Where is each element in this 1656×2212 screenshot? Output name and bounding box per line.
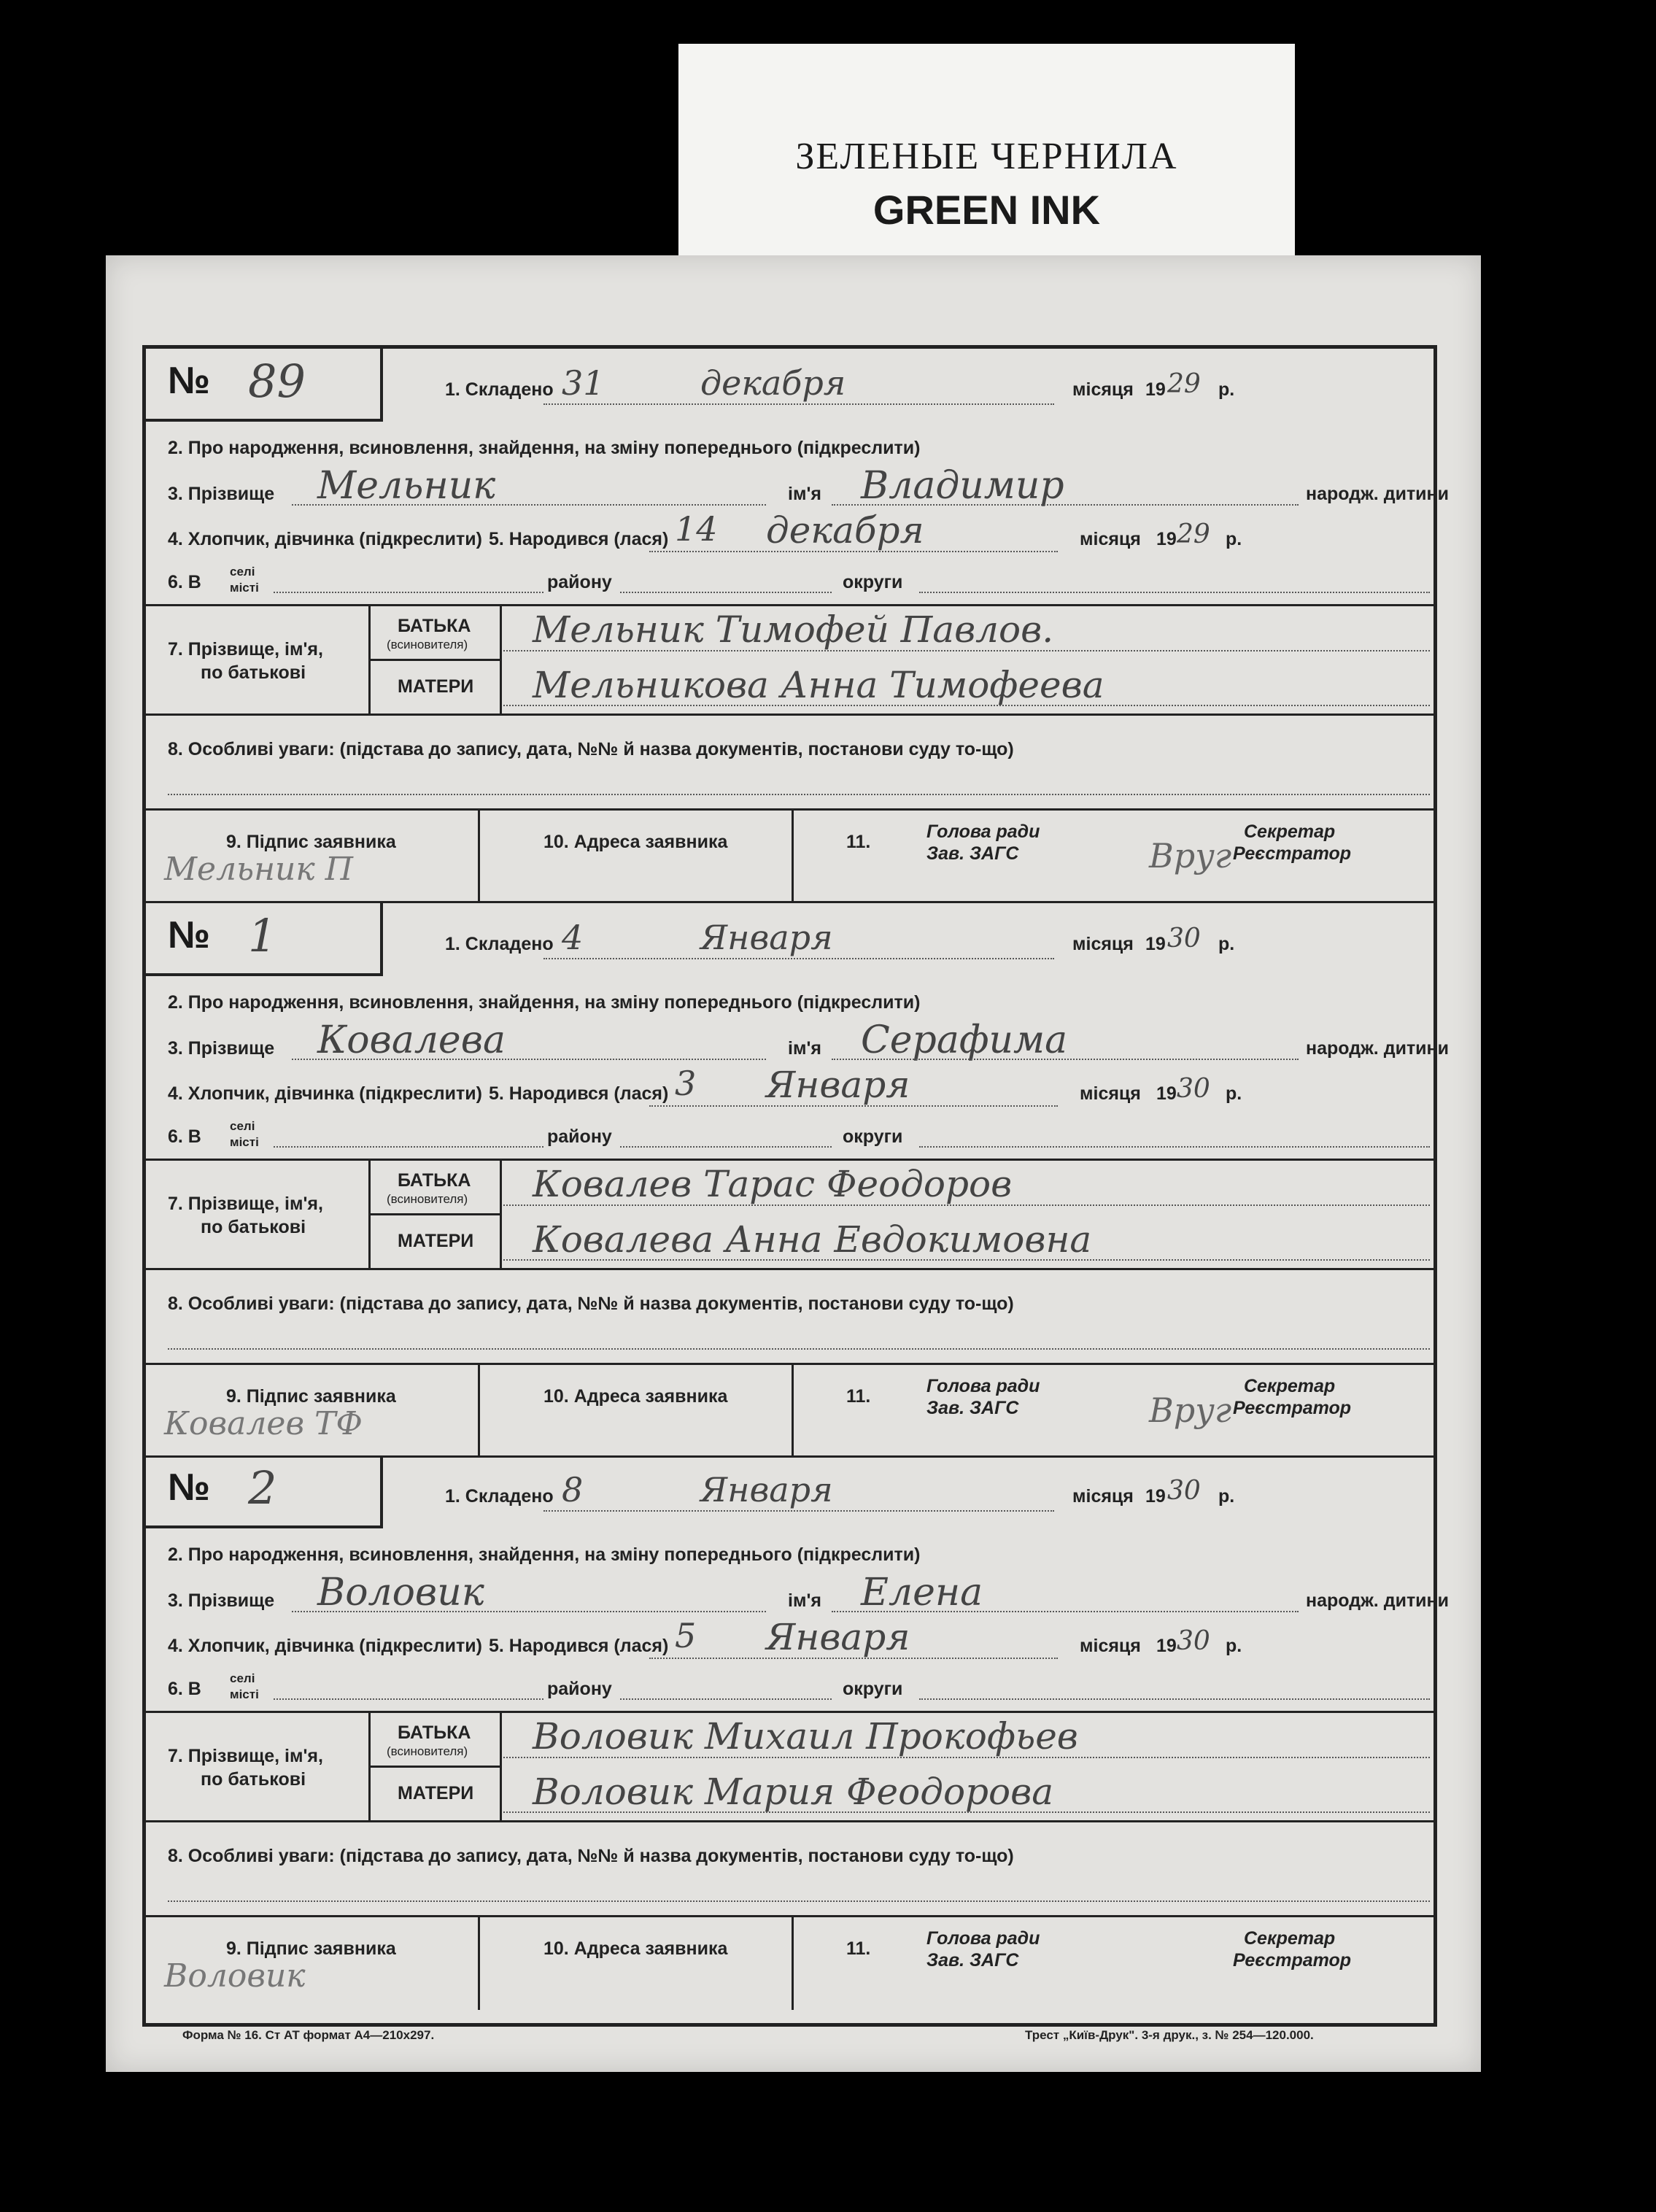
sign-divider-2 xyxy=(792,808,794,903)
made-label: 1. Складено xyxy=(445,379,554,400)
child-label: народж. дитини xyxy=(1306,1038,1450,1059)
born-underline xyxy=(649,551,1058,552)
child-label: народж. дитини xyxy=(1306,1590,1450,1611)
born-month: декабря xyxy=(766,509,924,552)
name-underline xyxy=(832,504,1299,506)
footer-form: Форма № 16. Ст АТ формат А4—210х297. xyxy=(182,2028,435,2042)
notes-label: 8. Особливі уваги: (підстава до запису, дата, №№ й назва документів, постанови суду то-що) xyxy=(168,1846,1014,1866)
record-number: 89 xyxy=(248,355,306,408)
name-value: Елена xyxy=(861,1571,983,1614)
parents-label-1: 7. Прізвище, ім'я, xyxy=(168,639,323,660)
parents-top-rule xyxy=(146,604,1433,606)
city-label: місті xyxy=(230,581,259,595)
father-value: Ковалев Тарас Феодоров xyxy=(533,1163,1013,1205)
father-value: Мельник Тимофей Павлов. xyxy=(533,608,1054,651)
head-label: Голова ради xyxy=(926,1928,1040,1949)
father-underline xyxy=(503,650,1430,651)
mother-value: Ковалева Анна Евдокимовна xyxy=(533,1218,1092,1261)
mother-underline xyxy=(503,1811,1430,1813)
district-underline xyxy=(620,1698,832,1700)
sign-top-rule xyxy=(146,1363,1433,1365)
notes-label: 8. Особливі уваги: (підстава до запису, дата, №№ й назва документів, постанови суду то-що) xyxy=(168,739,1014,759)
sign-divider-1 xyxy=(478,1363,480,1458)
record-number: 2 xyxy=(248,1461,277,1515)
region-underline xyxy=(919,592,1430,593)
address-label: 10. Адреса заявника xyxy=(543,1938,728,1959)
surname-value: Мельник xyxy=(317,464,496,508)
child-label: народж. дитини xyxy=(1306,484,1450,504)
secretary-label: Секретар xyxy=(1244,1376,1336,1396)
parents-divider-right xyxy=(500,1159,502,1268)
parents-label-2: по батькові xyxy=(201,1217,306,1237)
zags-label: Зав. ЗАГС xyxy=(926,1398,1019,1418)
year-prefix: 19 xyxy=(1145,379,1166,400)
surname-underline xyxy=(292,504,766,506)
sign-divider-1 xyxy=(478,808,480,903)
ink-label-russian: ЗЕЛЕНЫЕ ЧЕРНИЛА xyxy=(795,136,1178,177)
born-day: 14 xyxy=(675,509,718,549)
born-label: 5. Народився (лася) xyxy=(489,529,669,549)
district-underline xyxy=(620,1146,832,1148)
made-label: 1. Складено xyxy=(445,1486,554,1507)
n11-label: 11. xyxy=(846,1938,871,1959)
place-label: 6. В xyxy=(168,572,201,592)
born-year-suffix: р. xyxy=(1226,1636,1242,1656)
sign-top-rule xyxy=(146,808,1433,811)
made-day: 4 xyxy=(562,918,584,957)
month-label: місяця xyxy=(1072,934,1134,954)
village-label: селі xyxy=(230,1119,255,1133)
name-label: ім'я xyxy=(788,1038,821,1059)
name-value: Серафима xyxy=(861,1018,1068,1062)
birth-record xyxy=(146,349,1450,903)
born-month: Января xyxy=(766,1616,910,1658)
mother-underline xyxy=(503,705,1430,706)
parents-mid-rule xyxy=(368,1213,500,1215)
sign-top-rule xyxy=(146,1915,1433,1917)
number-sign: № xyxy=(168,360,210,402)
registry-sheet xyxy=(106,255,1481,2072)
made-year: 29 xyxy=(1167,369,1201,399)
father-sublabel: (всиновителя) xyxy=(387,1192,468,1206)
address-label: 10. Адреса заявника xyxy=(543,832,728,852)
gender-label: 4. Хлопчик, дівчинка (підкреслити) xyxy=(168,1083,482,1104)
number-sign: № xyxy=(168,1466,210,1509)
sign-label: 9. Підпис заявника xyxy=(226,1386,396,1407)
city-label: місті xyxy=(230,1687,259,1701)
month-label: місяця xyxy=(1072,379,1134,400)
father-underline xyxy=(503,1757,1430,1758)
village-label: селі xyxy=(230,565,255,579)
city-label: місті xyxy=(230,1135,259,1149)
born-label: 5. Народився (лася) xyxy=(489,1083,669,1104)
secretary-label: Секретар xyxy=(1244,821,1336,842)
parents-divider-right xyxy=(500,1711,502,1820)
made-underline xyxy=(543,1510,1054,1512)
born-month-label: місяця xyxy=(1080,529,1141,549)
mother-label: МАТЕРИ xyxy=(398,676,474,697)
official-signature: Вруг xyxy=(1149,836,1232,875)
parents-label-1: 7. Прізвище, ім'я, xyxy=(168,1194,323,1214)
born-month-label: місяця xyxy=(1080,1083,1141,1104)
parents-label-2: по батькові xyxy=(201,1769,306,1790)
parents-label-2: по батькові xyxy=(201,662,306,683)
region-label: округи xyxy=(843,1126,903,1147)
year-suffix: р. xyxy=(1218,1486,1235,1507)
surname-value: Воловик xyxy=(317,1571,484,1614)
parents-divider-right xyxy=(500,604,502,714)
notes-label: 8. Особливі уваги: (підстава до запису, дата, №№ й назва документів, постанови суду то-що) xyxy=(168,1293,1014,1314)
sign-label: 9. Підпис заявника xyxy=(226,1938,396,1959)
father-label: БАТЬКА xyxy=(398,1722,471,1743)
name-label: ім'я xyxy=(788,1590,821,1611)
born-year: 29 xyxy=(1177,519,1210,549)
footer-printer: Трест „Київ-Друк". 3-я друк., з. № 254—120.000. xyxy=(1025,2028,1314,2042)
place-underline xyxy=(274,592,543,593)
record-number-box xyxy=(146,903,383,976)
birth-record xyxy=(146,903,1450,1458)
father-sublabel: (всиновителя) xyxy=(387,638,468,651)
parents-top-rule xyxy=(146,1159,1433,1161)
place-underline xyxy=(274,1146,543,1148)
year-prefix: 19 xyxy=(1145,934,1166,954)
district-label: району xyxy=(547,572,612,592)
mother-underline xyxy=(503,1259,1430,1261)
registrar-label: Реєстратор xyxy=(1233,1398,1352,1418)
made-underline xyxy=(543,958,1054,959)
father-sublabel: (всиновителя) xyxy=(387,1744,468,1758)
sign-label: 9. Підпис заявника xyxy=(226,832,396,852)
region-label: округи xyxy=(843,1679,903,1699)
born-underline xyxy=(649,1105,1058,1107)
gender-label: 4. Хлопчик, дівчинка (підкреслити) xyxy=(168,1636,482,1656)
registry-frame xyxy=(142,345,1450,2027)
parents-bottom-rule xyxy=(146,1820,1433,1822)
surname-underline xyxy=(292,1611,766,1612)
place-label: 6. В xyxy=(168,1679,201,1699)
about-label: 2. Про народження, всиновлення, знайдення, на зміну попереднього (підкреслити) xyxy=(168,992,921,1013)
ink-label-english: GREEN INK xyxy=(873,187,1101,233)
born-year: 30 xyxy=(1177,1626,1210,1656)
surname-label: 3. Прізвище xyxy=(168,1590,275,1611)
parents-mid-rule xyxy=(368,1766,500,1768)
parents-bottom-rule xyxy=(146,1268,1433,1270)
born-year-prefix: 19 xyxy=(1156,1636,1177,1656)
mother-value: Мельникова Анна Тимофеева xyxy=(533,664,1104,706)
born-year-prefix: 19 xyxy=(1156,529,1177,549)
region-label: округи xyxy=(843,572,903,592)
born-day: 3 xyxy=(675,1064,697,1103)
official-signature: Вруг xyxy=(1149,1391,1232,1430)
record-number: 1 xyxy=(248,909,277,962)
region-underline xyxy=(919,1146,1430,1148)
record-number-box xyxy=(146,349,383,422)
parents-top-rule xyxy=(146,1711,1433,1713)
born-month-label: місяця xyxy=(1080,1636,1141,1656)
registrar-label: Реєстратор xyxy=(1233,1950,1352,1971)
head-label: Голова ради xyxy=(926,1376,1040,1396)
made-month: Января xyxy=(700,918,833,957)
name-label: ім'я xyxy=(788,484,821,504)
father-label: БАТЬКА xyxy=(398,616,471,636)
born-year-suffix: р. xyxy=(1226,1083,1242,1104)
district-underline xyxy=(620,592,832,593)
region-underline xyxy=(919,1698,1430,1700)
village-label: селі xyxy=(230,1671,255,1685)
born-underline xyxy=(649,1658,1058,1659)
ink-label-card xyxy=(678,44,1295,255)
born-year-prefix: 19 xyxy=(1156,1083,1177,1104)
sign-divider-1 xyxy=(478,1915,480,2010)
born-label: 5. Народився (лася) xyxy=(489,1636,669,1656)
mother-value: Воловик Мария Феодорова xyxy=(533,1771,1054,1813)
address-label: 10. Адреса заявника xyxy=(543,1386,728,1407)
district-label: району xyxy=(547,1126,612,1147)
place-label: 6. В xyxy=(168,1126,201,1147)
parents-bottom-rule xyxy=(146,714,1433,716)
made-label: 1. Складено xyxy=(445,934,554,954)
record-number-box xyxy=(146,1455,383,1528)
made-month: Января xyxy=(700,1470,833,1509)
father-underline xyxy=(503,1204,1430,1206)
made-day: 8 xyxy=(562,1470,584,1509)
parents-label-1: 7. Прізвище, ім'я, xyxy=(168,1746,323,1766)
year-suffix: р. xyxy=(1218,934,1235,954)
sign-divider-2 xyxy=(792,1363,794,1458)
secretary-label: Секретар xyxy=(1244,1928,1336,1949)
born-year: 30 xyxy=(1177,1074,1210,1104)
parents-mid-rule xyxy=(368,659,500,661)
name-value: Владимир xyxy=(861,464,1064,508)
mother-label: МАТЕРИ xyxy=(398,1783,474,1803)
about-label: 2. Про народження, всиновлення, знайдення, на зміну попереднього (підкреслити) xyxy=(168,438,921,458)
surname-label: 3. Прізвище xyxy=(168,484,275,504)
made-day: 31 xyxy=(562,363,605,403)
made-year: 30 xyxy=(1167,924,1201,954)
notes-underline xyxy=(168,794,1430,795)
father-value: Воловик Михаил Прокофьев xyxy=(533,1715,1078,1757)
born-day: 5 xyxy=(675,1616,697,1655)
place-underline xyxy=(274,1698,543,1700)
notes-underline xyxy=(168,1348,1430,1350)
name-underline xyxy=(832,1611,1299,1612)
applicant-signature: Ковалев ТФ xyxy=(164,1405,363,1442)
about-label: 2. Про народження, всиновлення, знайдення, на зміну попереднього (підкреслити) xyxy=(168,1544,921,1565)
year-suffix: р. xyxy=(1218,379,1235,400)
number-sign: № xyxy=(168,914,210,956)
registrar-label: Реєстратор xyxy=(1233,843,1352,864)
notes-underline xyxy=(168,1900,1430,1902)
year-prefix: 19 xyxy=(1145,1486,1166,1507)
born-year-suffix: р. xyxy=(1226,529,1242,549)
applicant-signature: Мельник П xyxy=(164,851,354,888)
made-underline xyxy=(543,403,1054,405)
birth-record xyxy=(146,1455,1450,2010)
zags-label: Зав. ЗАГС xyxy=(926,1950,1019,1971)
made-year: 30 xyxy=(1167,1476,1201,1506)
n11-label: 11. xyxy=(846,832,871,852)
n11-label: 11. xyxy=(846,1386,871,1407)
made-month: декабря xyxy=(700,363,846,403)
applicant-signature: Воловик xyxy=(164,1957,306,1995)
father-label: БАТЬКА xyxy=(398,1170,471,1191)
district-label: району xyxy=(547,1679,612,1699)
mother-label: МАТЕРИ xyxy=(398,1231,474,1251)
month-label: місяця xyxy=(1072,1486,1134,1507)
surname-underline xyxy=(292,1059,766,1060)
surname-value: Ковалева xyxy=(317,1018,506,1062)
surname-label: 3. Прізвище xyxy=(168,1038,275,1059)
sign-divider-2 xyxy=(792,1915,794,2010)
gender-label: 4. Хлопчик, дівчинка (підкреслити) xyxy=(168,529,482,549)
name-underline xyxy=(832,1059,1299,1060)
zags-label: Зав. ЗАГС xyxy=(926,843,1019,864)
head-label: Голова ради xyxy=(926,821,1040,842)
born-month: Января xyxy=(766,1064,910,1106)
